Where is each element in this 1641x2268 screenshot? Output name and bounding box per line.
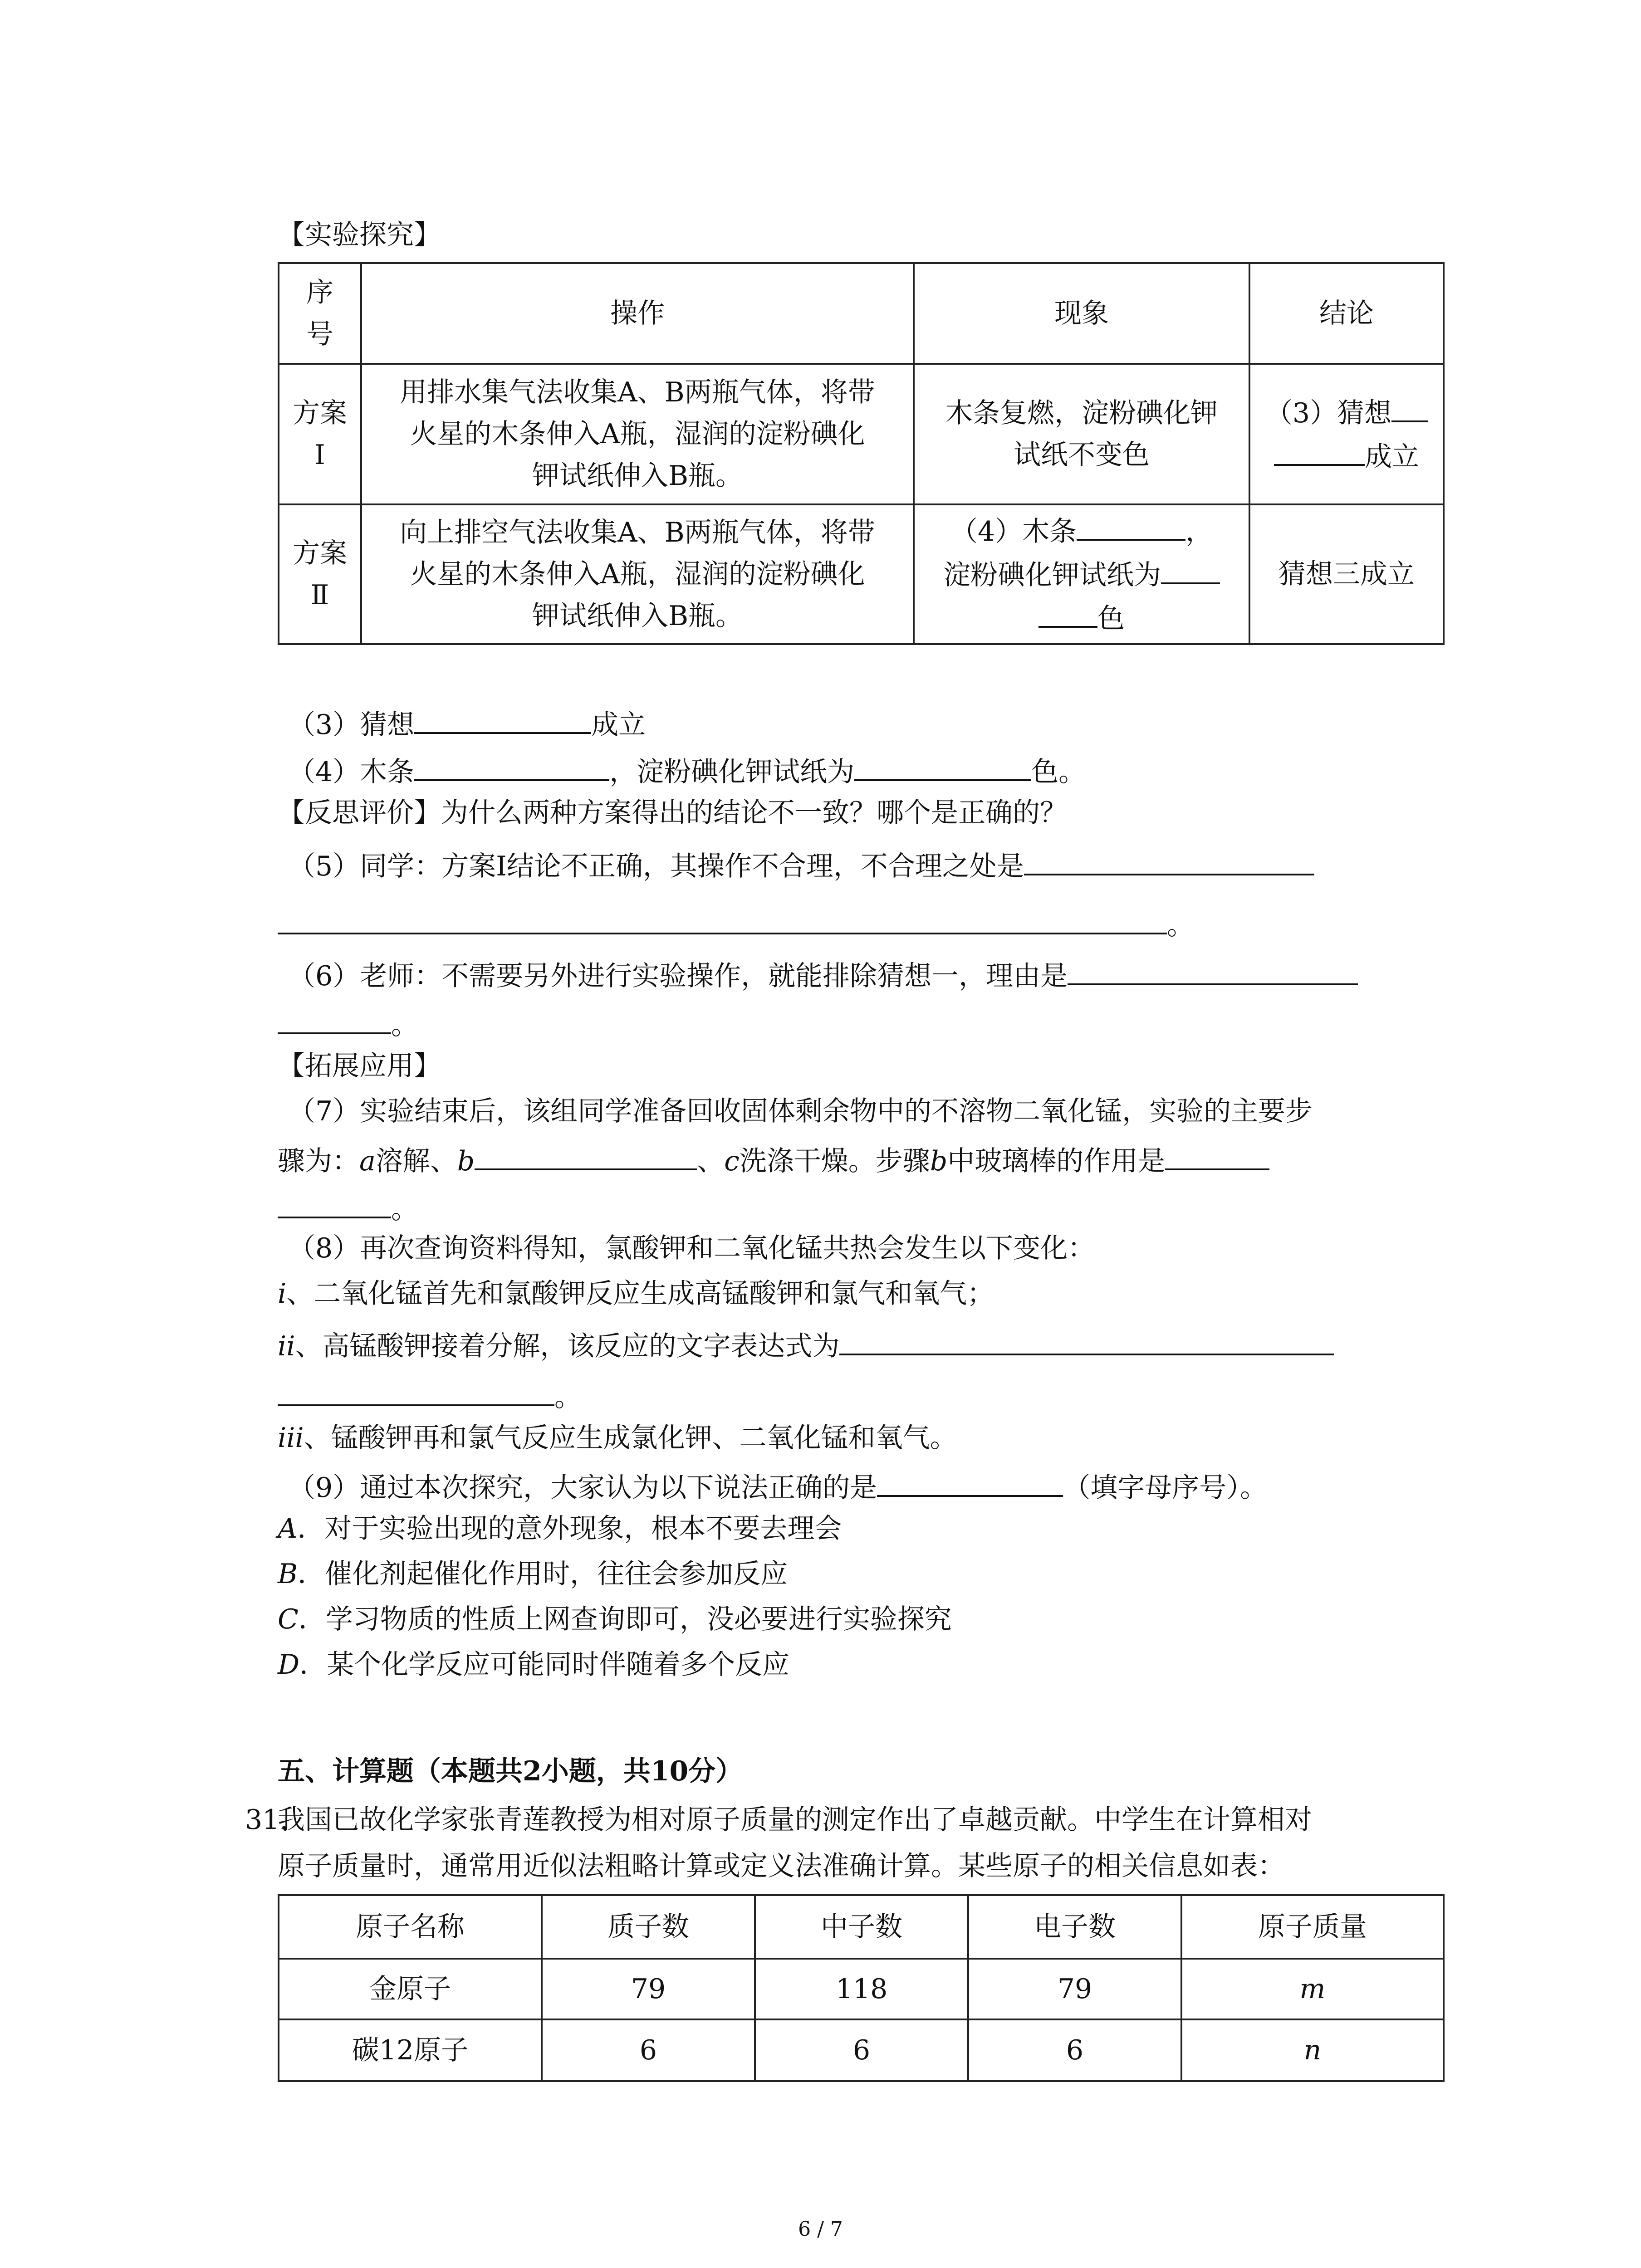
conclusion-line-2	[1257, 434, 1436, 478]
operation-cell	[361, 504, 914, 644]
header-cell-operation: 操作	[361, 263, 914, 364]
table-header-row	[279, 1895, 1444, 1959]
operation-line: 火星的木条伸入A瓶，湿润的淀粉碘化	[410, 558, 865, 590]
phenomenon-text: 淀粉碘化钾试纸为	[943, 559, 1161, 591]
header-id-char-1: 序	[306, 277, 333, 308]
question-text: （3）猜想	[288, 709, 415, 741]
atom-table	[278, 1894, 1445, 2082]
option-letter: D	[278, 1649, 300, 1681]
table-cell: 79	[542, 1959, 755, 2019]
plan-id-cell	[279, 364, 361, 504]
option-letter: A	[278, 1513, 298, 1545]
answer-blank[interactable]	[1038, 596, 1097, 628]
question-text: 色。	[1031, 756, 1086, 788]
question-text: 骤为：	[278, 1145, 359, 1177]
question-text: （5）同学：方案Ⅰ结论不正确，其操作不合理，不合理之处是	[288, 850, 1024, 882]
answer-blank[interactable]	[1165, 1139, 1269, 1170]
operation-cell	[361, 364, 914, 504]
question-7-line-2	[278, 1139, 1269, 1179]
reflection-heading: 【反思评价】为什么两种方案得出的结论不一致？哪个是正确的？	[278, 797, 1067, 829]
table-row	[279, 1959, 1444, 2019]
question-text: 溶解、	[375, 1145, 457, 1177]
question-5-continuation	[278, 903, 1194, 943]
conclusion-text: 成立	[1365, 441, 1419, 473]
question-text: 、锰酸钾再和氯气反应生成氯化钾、二氧化锰和氧气。	[304, 1422, 957, 1454]
step-mark: ii	[278, 1330, 295, 1362]
option-text: ．某个化学反应可能同时伴随着多个反应	[299, 1649, 790, 1681]
phenomenon-text: （4）木条	[950, 516, 1077, 547]
table-cell: 118	[755, 1959, 968, 2019]
option-text: ．催化剂起催化作用时，往往会参加反应	[298, 1558, 788, 1590]
table-cell: 6	[968, 2019, 1181, 2081]
plan-id-cell	[279, 504, 361, 644]
question-text: ，淀粉碘化钾试纸为	[609, 756, 855, 788]
question-8-step-ii	[278, 1324, 1334, 1364]
question-31-line-2: 原子质量时，通常用近似法粗略计算或定义法准确计算。某些原子的相关信息如表：	[278, 1850, 1285, 1882]
plan-number: Ⅰ	[314, 439, 325, 471]
question-7: （7）实验结束后，该组同学准备回收固体剩余物中的不溶物二氧化锰，实验的主要步	[288, 1095, 1313, 1127]
plan-number: Ⅱ	[310, 579, 329, 611]
table-header-row	[279, 263, 1444, 364]
question-7-continuation	[278, 1187, 418, 1227]
question-text: （9）通过本次探究，大家认为以下说法正确的是	[288, 1472, 877, 1504]
question-text: 。	[391, 1009, 418, 1041]
answer-blank[interactable]	[278, 1374, 554, 1406]
answer-blank[interactable]	[1077, 509, 1185, 541]
phenomenon-line: 试纸不变色	[1014, 439, 1150, 471]
question-5	[288, 844, 1314, 885]
question-text: 、高锰酸钾接着分解，该反应的文字表达式为	[295, 1330, 840, 1362]
question-text: （4）木条	[288, 756, 415, 788]
header-electrons: 电子数	[968, 1895, 1181, 1959]
answer-blank[interactable]	[1068, 953, 1358, 985]
answer-blank[interactable]	[278, 903, 1167, 934]
question-text: （6）老师：不需要另外进行实验操作，就能排除猜想一，理由是	[288, 960, 1068, 992]
header-neutrons: 中子数	[755, 1895, 968, 1959]
answer-blank[interactable]	[1024, 844, 1314, 875]
phenomenon-line-3	[921, 596, 1242, 640]
option-b[interactable]	[278, 1556, 788, 1592]
table-cell: 碳12原子	[279, 2019, 542, 2081]
question-text: 、二氧化锰首先和氯酸钾反应生成高锰酸钾和氯气和氧气；	[286, 1278, 994, 1310]
step-letter: c	[724, 1145, 740, 1177]
step-letter: b	[930, 1145, 948, 1177]
question-text: 洗涤干燥。步骤	[739, 1145, 930, 1177]
question-text: 。	[391, 1193, 418, 1225]
phenomenon-cell	[914, 504, 1249, 644]
header-id-char-2: 号	[306, 318, 333, 350]
option-c[interactable]	[278, 1601, 952, 1637]
table-cell: n	[1181, 2019, 1444, 2081]
experiment-table	[278, 262, 1445, 645]
answer-blank[interactable]	[475, 1139, 697, 1170]
plan-label: 方案	[293, 538, 347, 569]
answer-blank[interactable]	[278, 1187, 391, 1218]
question-6-continuation	[278, 1002, 418, 1043]
section-heading-experiment: 【实验探究】	[278, 219, 441, 251]
question-text: 。	[1167, 909, 1194, 941]
option-letter: B	[278, 1558, 298, 1590]
header-cell-id	[279, 263, 361, 364]
table-cell: 金原子	[279, 1959, 542, 2019]
question-text: （填字母序号）。	[1063, 1472, 1268, 1504]
step-letter: a	[359, 1145, 376, 1177]
option-letter: C	[278, 1603, 299, 1635]
conclusion-line-1	[1257, 391, 1436, 434]
answer-blank[interactable]	[839, 1324, 1334, 1355]
question-3	[288, 702, 646, 743]
step-mark: i	[278, 1278, 287, 1310]
question-8: （8）再次查询资料得知，氯酸钾和二氧化锰共热会发生以下变化：	[288, 1232, 1095, 1264]
answer-blank[interactable]	[414, 749, 609, 781]
header-cell-conclusion: 结论	[1249, 263, 1444, 364]
question-text: 中玻璃棒的作用是	[947, 1145, 1166, 1177]
question-8-step-i	[278, 1276, 994, 1312]
question-text: 。	[554, 1381, 582, 1413]
question-31-line-1: 我国已故化学家张青莲教授为相对原子质量的测定作出了卓越贡献。中学生在计算相对	[278, 1804, 1312, 1836]
option-text: ．对于实验出现的意外现象，根本不要去理会	[297, 1513, 842, 1545]
phenomenon-text: 色	[1097, 603, 1125, 635]
phenomenon-text: ，	[1185, 516, 1213, 547]
answer-blank[interactable]	[278, 1002, 391, 1034]
header-atom-name: 原子名称	[279, 1895, 542, 1959]
question-text: 成立	[591, 709, 646, 741]
table-row	[279, 504, 1444, 644]
table-cell: 6	[542, 2019, 755, 2081]
answer-blank[interactable]	[1391, 391, 1428, 422]
operation-line: 火星的木条伸入A瓶，湿润的淀粉碘化	[410, 418, 865, 450]
plan-label: 方案	[293, 397, 347, 429]
question-9	[288, 1465, 1267, 1506]
operation-line: 钾试纸伸入B瓶。	[532, 600, 743, 632]
table-cell: 6	[755, 2019, 968, 2081]
answer-blank[interactable]	[1274, 434, 1365, 466]
answer-blank[interactable]	[877, 1465, 1063, 1497]
step-letter: b	[457, 1145, 475, 1177]
option-d[interactable]	[278, 1647, 789, 1683]
question-8-step-iii	[278, 1420, 957, 1456]
expand-heading: 【拓展应用】	[278, 1050, 441, 1082]
header-atom-mass: 原子质量	[1181, 1895, 1444, 1959]
question-4	[288, 749, 1086, 790]
answer-blank[interactable]	[414, 702, 591, 734]
option-a[interactable]	[278, 1510, 842, 1547]
conclusion-cell: 猜想三成立	[1249, 504, 1444, 644]
answer-blank[interactable]	[1161, 552, 1220, 584]
conclusion-text: （3）猜想	[1265, 397, 1392, 429]
phenomenon-line-2	[921, 552, 1242, 596]
table-row	[279, 364, 1444, 504]
option-text: ．学习物质的性质上网查询即可，没必要进行实验探究	[298, 1603, 952, 1635]
section-heading-calculation: 五、计算题（本题共2小题，共10分）	[278, 1755, 743, 1787]
answer-blank[interactable]	[854, 749, 1031, 781]
operation-line: 钾试纸伸入B瓶。	[532, 460, 743, 492]
question-text: 、	[697, 1145, 725, 1177]
conclusion-cell	[1249, 364, 1444, 504]
phenomenon-line: 木条复燃，淀粉碘化钾	[945, 397, 1218, 429]
question-6	[288, 953, 1358, 994]
table-cell: m	[1181, 1959, 1444, 2019]
header-protons: 质子数	[542, 1895, 755, 1959]
phenomenon-cell	[914, 364, 1249, 504]
operation-line: 向上排空气法收集A、B两瓶气体，将带	[400, 517, 875, 548]
table-cell: 79	[968, 1959, 1181, 2019]
step-mark: iii	[278, 1422, 304, 1454]
question-8-continuation	[278, 1374, 582, 1415]
table-row	[279, 2019, 1444, 2081]
phenomenon-line-1	[921, 509, 1242, 552]
page-number: 6 / 7	[798, 2218, 843, 2241]
question-31-number: 31.	[245, 1804, 289, 1836]
operation-line: 用排水集气法收集A、B两瓶气体，将带	[400, 376, 875, 408]
header-cell-phenomenon: 现象	[914, 263, 1249, 364]
